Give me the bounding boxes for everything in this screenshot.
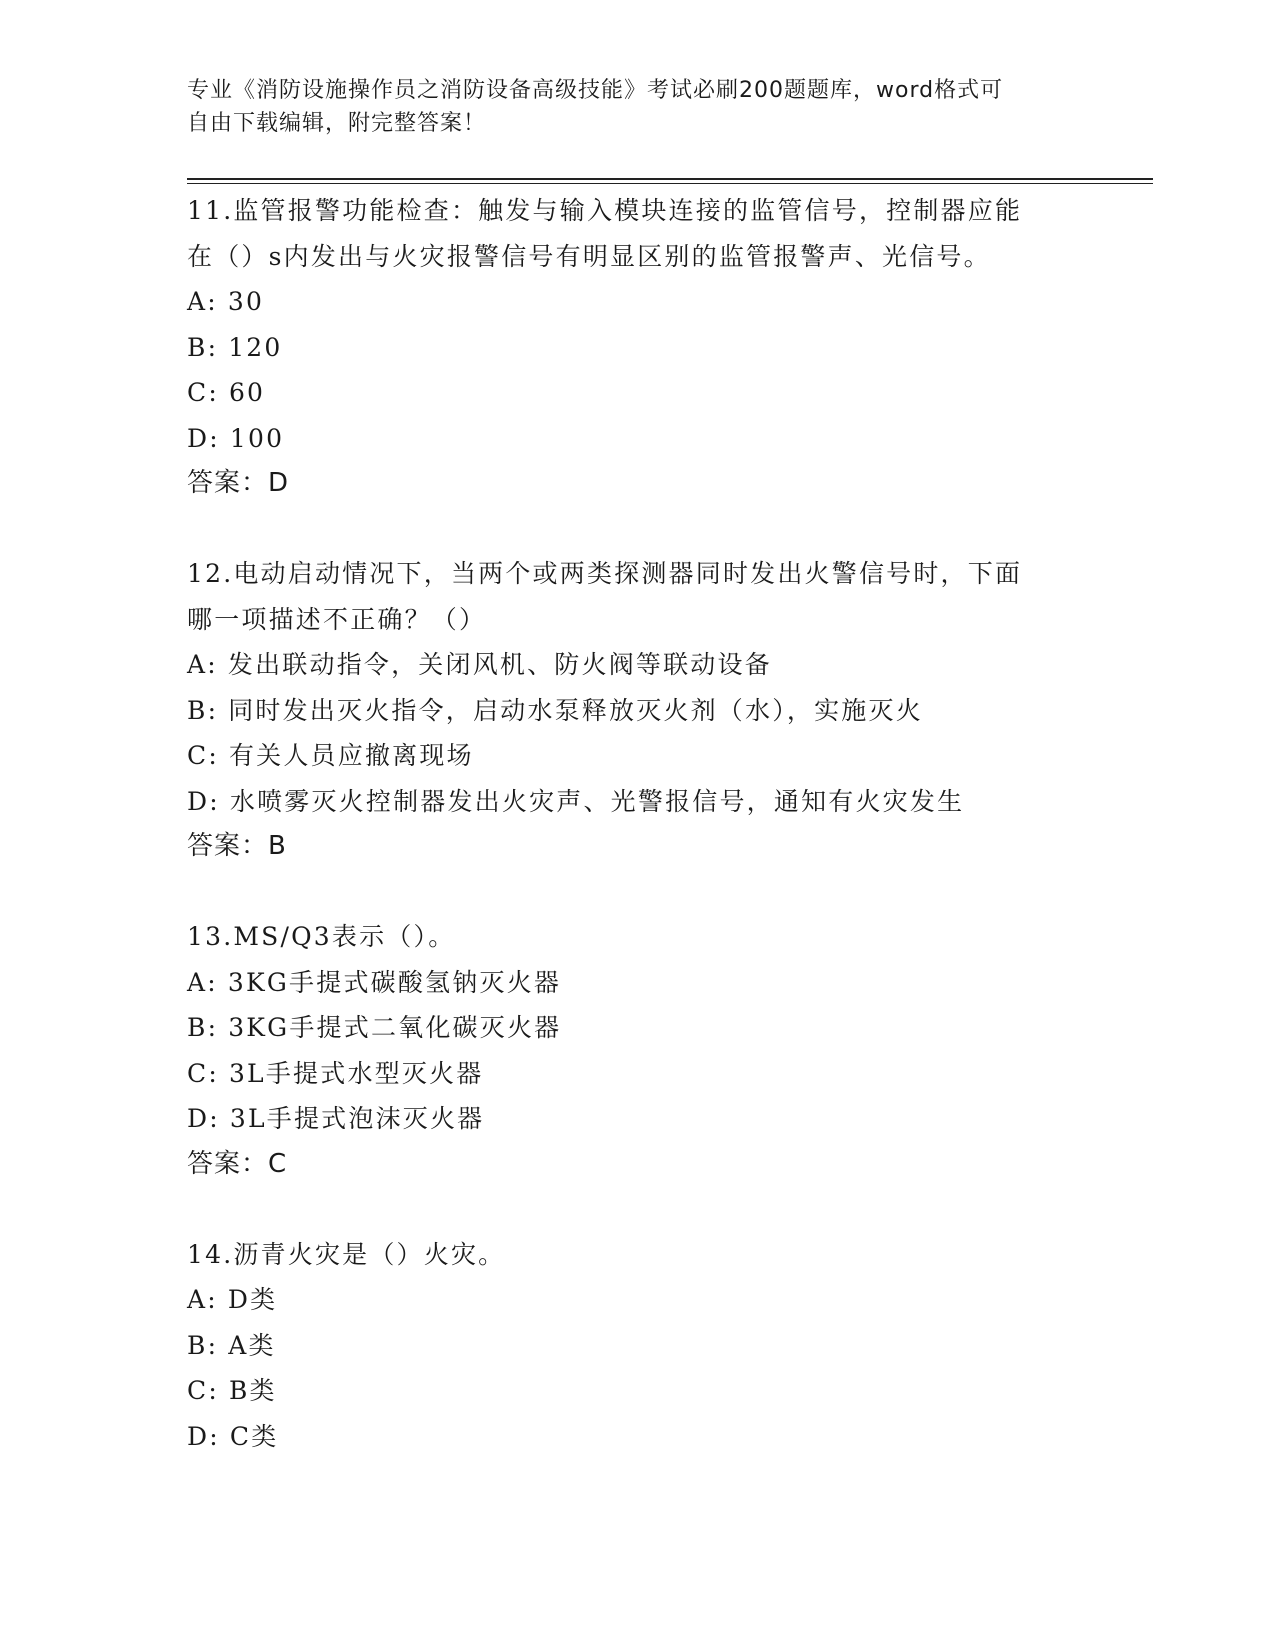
- header-rule-thin: [187, 183, 1153, 184]
- answer-line: 答案：C: [187, 1148, 288, 1179]
- option-c: [187, 733, 1087, 779]
- option-key: A:: [187, 1285, 218, 1314]
- option-text: 30: [227, 287, 265, 316]
- option-key: C:: [187, 1058, 219, 1088]
- option-text: 3KG手提式碳酸氢钠灭火器: [227, 967, 562, 997]
- document-header: [187, 74, 1067, 140]
- header-title-line-2: 自由下载编辑，附完整答案！: [187, 111, 487, 136]
- option-b: [187, 688, 1087, 734]
- question-stem-line: 在（）s内发出与火灾报警信号有明显区别的监管报警声、光信号。: [187, 241, 991, 271]
- option-text: 3L手提式泡沫灭火器: [229, 1104, 485, 1133]
- option-text: 120: [228, 332, 283, 362]
- question-stem-line: 哪一项描述不正确？（）: [187, 604, 487, 634]
- question-stem-line: 11.监管报警功能检查：触发与输入模块连接的监管信号，控制器应能: [187, 196, 1023, 225]
- option-c: [187, 1051, 1087, 1097]
- option-d: [187, 1096, 1087, 1142]
- option-key: B:: [187, 1013, 219, 1042]
- option-key: C:: [187, 378, 219, 407]
- option-key: B:: [187, 1330, 219, 1360]
- question-14: [187, 1232, 1087, 1460]
- option-text: 水喷雾灭火控制器发出火灾声、光警报信号，通知有火灾发生: [229, 786, 965, 816]
- question-11: [187, 188, 1087, 506]
- option-c: [187, 1368, 1087, 1414]
- header-rule-thick: [187, 178, 1153, 180]
- option-text: 60: [228, 378, 266, 407]
- option-a: [187, 642, 1087, 688]
- option-text: 同时发出灭火指令，启动水泵释放灭火剂（水），实施灭火: [228, 695, 923, 725]
- answer-line: 答案：B: [187, 831, 287, 861]
- option-text: 有关人员应撤离现场: [228, 741, 474, 770]
- question-13: [187, 914, 1087, 1187]
- question-12: [187, 551, 1087, 869]
- option-d: [187, 416, 1087, 462]
- option-text: 3L手提式水型灭火器: [228, 1058, 484, 1088]
- option-key: B:: [187, 332, 219, 362]
- option-d: [187, 1414, 1087, 1460]
- option-text: 3KG手提式二氧化碳灭火器: [228, 1013, 562, 1042]
- question-list: [187, 188, 1087, 1504]
- option-text: B类: [228, 1376, 277, 1405]
- option-key: D:: [187, 1104, 220, 1133]
- option-key: C:: [187, 741, 219, 770]
- question-stem-line: 13.MS/Q3表示（）。: [187, 922, 456, 951]
- option-b: [187, 325, 1087, 371]
- option-text: 100: [229, 423, 285, 453]
- option-key: A:: [187, 967, 218, 997]
- option-key: A:: [187, 287, 218, 316]
- option-key: A:: [187, 650, 218, 679]
- option-a: [187, 960, 1087, 1006]
- option-key: B:: [187, 695, 219, 725]
- option-key: D:: [187, 786, 220, 816]
- question-stem-line: 14.沥青火灾是（）火灾。: [187, 1239, 506, 1269]
- answer-line: 答案：D: [187, 468, 290, 498]
- option-key: C:: [187, 1376, 219, 1405]
- question-stem-line: 12.电动启动情况下，当两个或两类探测器同时发出火警信号时，下面: [187, 559, 1023, 588]
- option-a: [187, 1277, 1087, 1323]
- option-c: [187, 370, 1087, 416]
- option-key: D:: [187, 423, 220, 453]
- option-text: A类: [228, 1330, 276, 1360]
- option-b: [187, 1005, 1087, 1051]
- option-text: D类: [227, 1285, 278, 1314]
- option-b: [187, 1323, 1087, 1369]
- option-text: 发出联动指令，关闭风机、防火阀等联动设备: [227, 650, 772, 679]
- option-key: D:: [187, 1421, 220, 1451]
- option-a: [187, 279, 1087, 325]
- option-text: C类: [229, 1421, 279, 1451]
- option-d: [187, 779, 1087, 825]
- header-title-line-1: 专业《消防设施操作员之消防设备高级技能》考试必刷200题题库，word格式可: [187, 78, 1004, 103]
